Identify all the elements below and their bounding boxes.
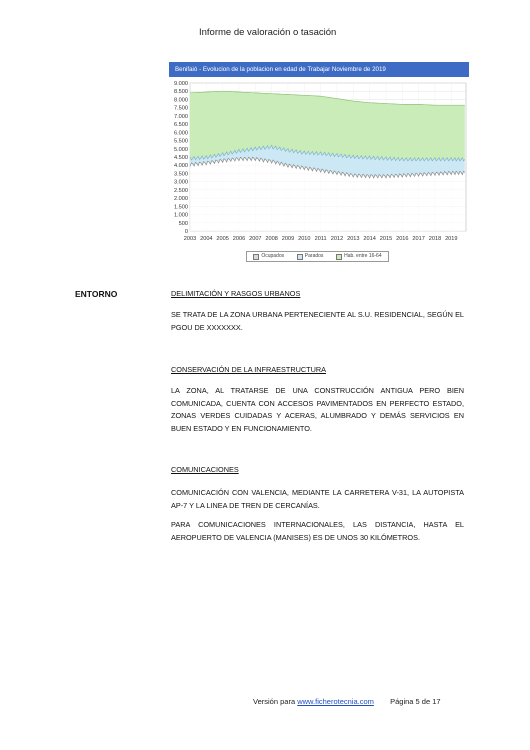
y-tick-label: 7.500 — [174, 105, 188, 112]
delimitacion-heading: DELIMITACIÓN Y RASGOS URBANOS — [171, 289, 301, 298]
y-tick-label: 4.000 — [174, 163, 188, 170]
x-tick-label: 2008 — [265, 236, 278, 242]
footer-prefix: Versión para — [253, 697, 298, 706]
y-tick-label: 8.000 — [174, 97, 188, 104]
x-tick-label: 2003 — [183, 236, 197, 242]
chart-title: Benifaió - Evolucion de la poblacion en edad de Trabajar Noviembre de 2019 — [169, 62, 469, 77]
y-tick-label: 7.000 — [174, 113, 188, 120]
conservacion-text: LA ZONA, AL TRATARSE DE UNA CONSTRUCCIÓN ANTIGUA PERO BIEN COMUNICADA, CUENTA CON ACCESOS PAVIMENTADOS EN PERFECTO ESTADO, ZONAS VERDES CUIDADAS Y ACERAS, ALUMBRADO Y DEMÁS SERVICIOS EN BUEN ESTADO Y EN FUNCIONAMIENTO. — [171, 386, 464, 433]
y-tick-label: 1.000 — [174, 212, 188, 219]
footer-link[interactable]: www.ficherotecnia.com — [297, 697, 374, 706]
x-tick-label: 2011 — [314, 236, 327, 242]
x-tick-label: 2009 — [281, 236, 295, 242]
comunicaciones-text-2: PARA COMUNICACIONES INTERNACIONALES, LAS DISTANCIA, HASTA EL AEROPUERTO DE VALENCIA (MANISES) ES DE UNOS 30 KILÓMETROS. — [171, 520, 464, 542]
x-tick-label: 2019 — [445, 236, 458, 242]
chart-legend — [246, 251, 389, 262]
legend-swatch-parados — [297, 254, 303, 260]
x-tick-label: 2015 — [379, 236, 393, 242]
x-tick-label: 2007 — [249, 236, 262, 242]
y-tick-label: 5.000 — [174, 146, 188, 153]
footer-page-number: Página 5 de 17 — [390, 697, 441, 706]
x-tick-label: 2018 — [428, 236, 442, 242]
x-tick-label: 2004 — [200, 236, 213, 242]
page-footer — [253, 697, 441, 706]
y-tick-label: 2.000 — [174, 196, 188, 203]
x-tick-label: 2013 — [347, 236, 360, 242]
y-tick-label: 4.500 — [174, 155, 188, 161]
legend-swatch-ocupados — [253, 254, 259, 260]
page-header-title: Informe de valoración o tasación — [199, 27, 337, 38]
legend-item-parados — [297, 251, 324, 262]
x-tick-label: 2014 — [363, 236, 376, 242]
y-tick-label: 6.000 — [174, 130, 188, 137]
x-tick-label: 2010 — [298, 236, 311, 242]
x-tick-label: 2012 — [330, 236, 344, 242]
comunicaciones-heading: COMUNICACIONES — [171, 465, 239, 474]
x-tick-label: 2017 — [412, 236, 425, 242]
x-tick-label: 2016 — [396, 236, 409, 242]
comunicaciones-text-1: COMUNICACIÓN CON VALENCIA, MEDIANTE LA CARRETERA V-31, LA AUTOPISTA AP-7 Y LA LINEA DE TREN DE CERCANÍAS. — [171, 488, 464, 510]
y-tick-label: 500 — [178, 220, 188, 227]
y-tick-label: 1.500 — [174, 204, 188, 211]
section-label-entorno: ENTORNO — [75, 289, 118, 299]
legend-item-ocupados — [253, 251, 284, 262]
legend-label-habitantes: Hab. entre 16-64 — [344, 253, 382, 259]
y-tick-label: 9.000 — [174, 81, 188, 87]
chart-plot — [169, 77, 469, 247]
conservacion-heading: CONSERVACIÓN DE LA INFRAESTRUCTURA — [171, 365, 327, 374]
delimitacion-text: SE TRATA DE LA ZONA URBANA PERTENECIENTE AL S.U. RESIDENCIAL, SEGÚN EL PGOU DE XXXXXXX. — [171, 310, 464, 332]
y-tick-label: 5.500 — [174, 138, 188, 145]
legend-label-parados: Parados — [304, 253, 324, 259]
y-tick-label: 3.000 — [174, 179, 188, 186]
population-chart — [169, 62, 469, 267]
y-tick-label: 3.500 — [174, 171, 188, 178]
y-tick-label: 2.500 — [174, 187, 188, 194]
legend-item-habitantes — [336, 251, 382, 262]
y-tick-label: 0 — [184, 229, 188, 235]
legend-swatch-habitantes — [336, 254, 342, 260]
legend-label-ocupados: Ocupados — [261, 253, 285, 259]
y-tick-label: 6.500 — [174, 122, 188, 129]
x-tick-label: 2006 — [232, 236, 246, 242]
y-tick-label: 8.500 — [174, 89, 188, 96]
x-tick-label: 2005 — [216, 236, 229, 242]
